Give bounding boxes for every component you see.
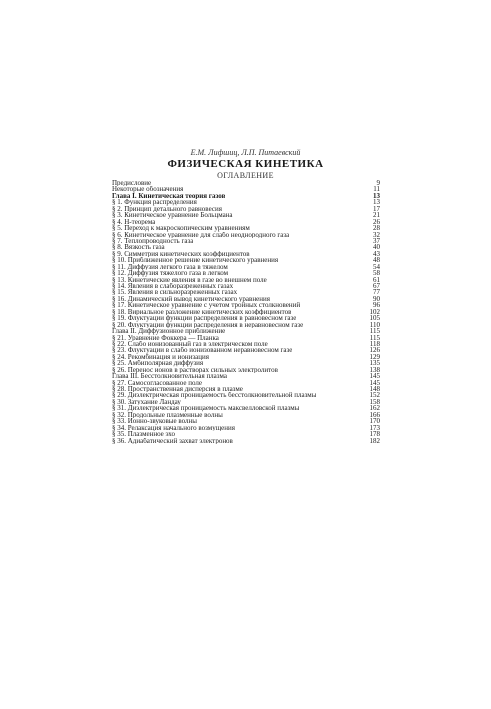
toc-entry-label: § 13. Кинетические явления в газе во внешнем поле (112, 276, 267, 283)
toc-entry-label: § 18. Вириальное разложение кинетических коэффициентов (112, 308, 292, 316)
toc-entry-label: § 21. Уравнение Фоккера — Планка (112, 334, 219, 341)
toc-entry-label: § 24. Рекомбинация и ионизация (112, 353, 209, 361)
toc-entry-label: § 8. Вязкость газа (112, 244, 165, 251)
toc-entry-label: § 2. Принцип детального равновесия (112, 205, 222, 213)
toc-entry-page: 13 (373, 198, 380, 207)
toc-entry-label: Глава III. Бесстолкновительная плазма (112, 373, 227, 380)
toc-entry-page: 126 (369, 346, 380, 355)
toc-entry-page: 58 (373, 269, 380, 278)
toc-entry-page: 118 (369, 339, 380, 348)
toc-entry-page: 32 (373, 230, 380, 239)
toc-entry-page: 40 (373, 243, 380, 252)
table-of-contents (112, 180, 380, 444)
toc-entry-page: 17 (373, 204, 380, 213)
toc-entry-page: 129 (369, 352, 380, 361)
toc-entry-page: 152 (369, 391, 380, 400)
toc-entry-label: § 34. Релаксация начального возмущения (112, 424, 235, 432)
toc-entry-page: 21 (373, 211, 380, 220)
toc-entry-page: 178 (369, 430, 380, 439)
toc-entry-label: § 23. Флуктуации в слабо ионизованном неравновесном газе (112, 347, 293, 354)
book-title: ФИЗИЧЕСКАЯ КИНЕТИКА (167, 158, 324, 170)
toc-entry-page: 54 (373, 262, 380, 271)
toc-entry-label: § 7. Теплопроводность газа (112, 237, 194, 245)
toc-entry-label: § 10. Приближенное решение кинетического уравнения (112, 257, 279, 264)
toc-entry-page: 48 (373, 256, 380, 265)
toc-entry-label: § 29. Диэлектрическая проницаемость бесстолкновительной плазмы (112, 392, 317, 399)
toc-entry-label: § 5. Переход к макроскопическим уравнениям (112, 225, 250, 232)
toc-entry-label: Некоторые обозначения (112, 186, 184, 193)
toc-entry-label: § 32. Продольные плазменные волны (112, 411, 223, 419)
toc-entry-page: 96 (373, 301, 380, 310)
toc-entry-page: 61 (373, 275, 380, 284)
toc-entry-page: 166 (369, 410, 380, 419)
toc-entry-page: 145 (369, 378, 380, 387)
toc-entry-page: 77 (373, 288, 380, 297)
toc-entry-page: 115 (369, 327, 380, 336)
toc-entry-label: § 36. Адиабатический захват электронов (112, 437, 233, 444)
toc-entry-page: 170 (369, 417, 380, 426)
toc-entry-label: § 30. Затухание Ландау (112, 398, 181, 406)
toc-entry-page: 90 (373, 294, 380, 303)
toc-entry-label: § 15. Явления в сильноразреженных газах (112, 289, 238, 296)
toc-entry-page: 115 (369, 333, 380, 342)
toc-entry-label: § 6. Кинетическое уравнение для слабо неоднородного газа (112, 231, 290, 238)
toc-entry-page: 110 (369, 320, 380, 329)
toc-entry-label: § 3. Кинетическое уравнение Больцмана (112, 212, 233, 219)
toc-entry-label: § 9. Симметрия кинетических коэффициентов (112, 250, 250, 258)
toc-entry-page: 173 (369, 423, 380, 432)
toc-entry-page: 135 (369, 359, 380, 368)
authors: Е.М. Лифшиц, Л.П. Питаевский (190, 148, 301, 157)
toc-entry-page: 158 (369, 397, 380, 406)
toc-entry-page: 138 (369, 365, 380, 374)
toc-entry-page: 43 (373, 249, 380, 258)
toc-entry-page: 102 (369, 307, 380, 316)
toc-entry-label: § 22. Слабо ионизованный газ в электрическом поле (112, 340, 268, 348)
toc-entry-label: § 27. Самосогласованное поле (112, 379, 202, 386)
toc-entry-page: 145 (369, 372, 380, 381)
toc-entry-label: § 31. Диэлектрическая проницаемость максвелловской плазмы (112, 405, 300, 412)
toc-entry-label: § 19. Флуктуации функции распределения в равновесном газе (112, 315, 297, 322)
toc-entry-label: Предисловие (112, 180, 152, 187)
toc-entry-page: 37 (373, 236, 380, 245)
toc-entry-page: 13 (373, 191, 380, 200)
toc-entry-label: Глава I. Кинетическая теория газов (112, 192, 226, 200)
toc-entry-label: § 17. Кинетическое уравнение с учетом тройных столкновений (112, 302, 301, 309)
toc-entry-page: 162 (369, 404, 380, 413)
toc-entry (112, 438, 380, 444)
document-header (0, 148, 491, 181)
toc-entry-page: 26 (373, 217, 380, 226)
toc-entry-label: § 16. Динамический вывод кинетического уравнения (112, 295, 270, 303)
toc-entry-label: § 20. Флуктуации функции распределения в неравновесном газе (112, 321, 304, 329)
toc-entry-label: § 25. Амбиполярная диффузия (112, 360, 204, 367)
toc-entry-label: § 11. Диффузия легкого газа в тяжелом (112, 263, 228, 271)
toc-entry-label: § 4. H-теорема (112, 218, 156, 226)
toc-entry-page: 28 (373, 224, 380, 233)
contents-heading: ОГЛАВЛЕНИЕ (217, 171, 274, 180)
toc-entry-label: § 35. Плазменное эхо (112, 431, 176, 438)
toc-entry-label: § 12. Диффузия тяжелого газа в легком (112, 270, 229, 277)
toc-entry-page: 9 (376, 179, 380, 187)
toc-entry-page: 182 (369, 436, 380, 445)
toc-entry-label: § 33. Ионно-звуковые волны (112, 418, 197, 425)
toc-entry-label: § 1. Функция распределения (112, 199, 197, 206)
toc-entry-label: § 26. Перенос ионов в растворах сильных электролитов (112, 366, 278, 374)
toc-entry-page: 11 (373, 185, 380, 194)
toc-entry-label: § 28. Пространственная дисперсия в плазме (112, 386, 243, 393)
toc-entry-label: § 14. Явления в слаборазреженных газах (112, 283, 234, 290)
toc-entry-label: Глава II. Диффузионное приближение (112, 328, 226, 335)
toc-entry-page: 148 (369, 385, 380, 393)
toc-entry-page: 67 (373, 282, 380, 290)
toc-entry-page: 105 (369, 314, 380, 323)
